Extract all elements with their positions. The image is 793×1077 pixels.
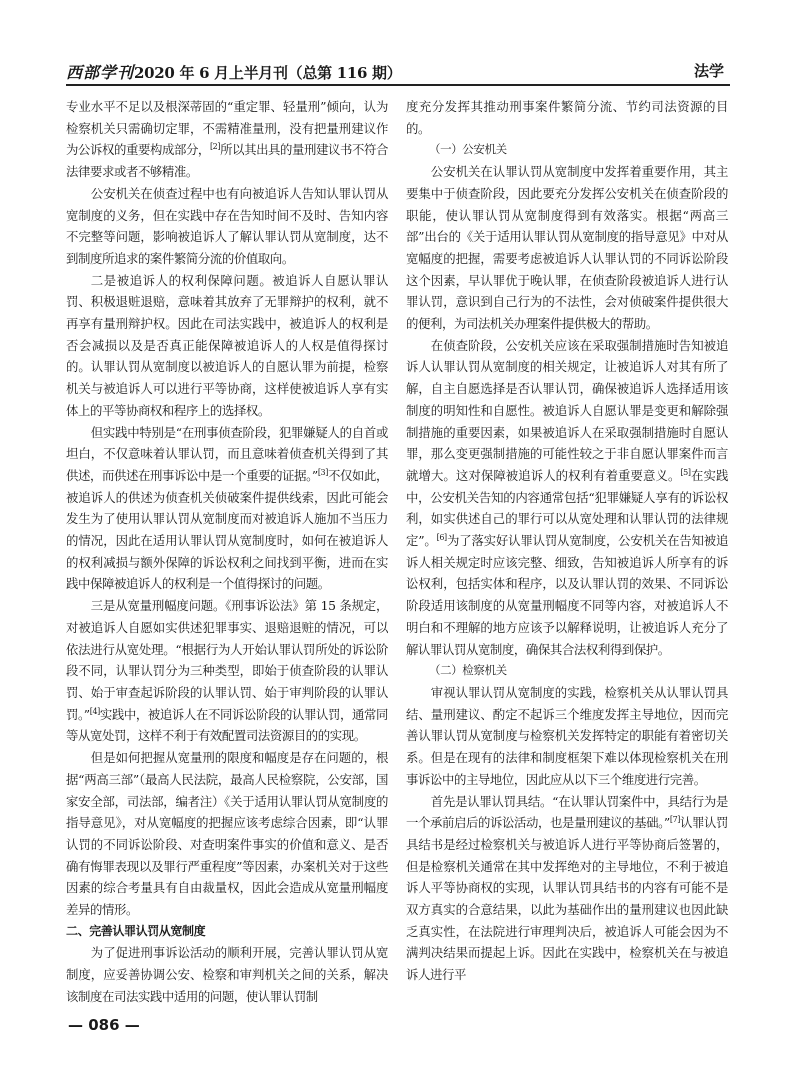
paragraph bbox=[406, 682, 728, 791]
text-run: 公安机关在认罪认罚从宽制度中发挥着重要作用，其主要集中于侦查阶段，因此要充分发挥公安机关在侦查阶段的职能，使认罪认罚从宽制度得到有效落实。根据“两高三部”出台的《关于适用认罪认罚从宽制度的指导意见》中对从宽幅度的把握，需要考虑被追诉人认罪认罚的不同诉讼阶段这个因素，早认罪优于晚认罪，在侦查阶段被追诉人进行认罪认罚，意识到自己行为的不法性，会对侦破案件提供很大的便利，为司法机关办理案件提供极大的帮助。 bbox=[406, 164, 728, 332]
subject-label: 法学 bbox=[693, 62, 724, 80]
citation-ref: [4] bbox=[89, 706, 100, 716]
text-run: 认罪认罚具结书是经过检察机关与被追诉人进行平等协商后签署的，但是检察机关通常在其中发挥绝对的主导地位，不利于被追诉人平等协商权的实现，认罪认罚具结书的内容有可能不是双方真实的合意结果，以此为基础作出的量刑建议也因此缺乏真实性，在法院进行审理判决后，被追诉人可能会因为不满判决结果而提起上诉。因此在实践中，检察机关在与被追诉人进行平 bbox=[406, 815, 729, 983]
paragraph bbox=[406, 96, 728, 139]
text-run: 二、完善认罪认罚从宽制度 bbox=[66, 923, 206, 938]
paragraph bbox=[66, 183, 388, 270]
page-header bbox=[66, 58, 730, 82]
paragraph bbox=[66, 595, 388, 747]
text-run: 审视认罪认罚从宽制度的实践，检察机关从认罪认罚具结、量刑建议、酌定不起诉三个维度发挥主导地位，因而完善认罪认罚从宽制度与检察机关发挥特定的职能有着密切关系。但是在现有的法律和制度框架下难以体现检察机关在刑事诉讼中的主导地位，因此应从以下三个维度进行完善。 bbox=[406, 684, 728, 787]
text-run: 但实践中特别是“在刑事侦查阶段，犯罪嫌疑人的自首或坦白，不仅意味着认罪认罚，而且意味着侦查机关得到了其供述，而供述在刑事诉讼中是一个重要的证据。” bbox=[66, 424, 388, 483]
journal-title: 西部学刊 bbox=[66, 63, 135, 82]
text-run: 为了落实好认罪认罚从宽制度，公安机关在告知被追诉人相关规定时应该完整、细致，告知被追诉人所享有的诉讼权利，包括实体和程序，以及认罪认罚的效果、不同诉讼阶段适用该制度的从宽量刑幅度不同等内容，对被追诉人不明白和不理解的地方应该予以解释说明，让被追诉人充分了解认罪认罚从宽制度，确保其合法权利得到保护。 bbox=[406, 533, 728, 657]
section-heading bbox=[406, 139, 728, 161]
text-run: 所以其出具的量刑建议书不符合法律要求或者不够精准。 bbox=[66, 142, 388, 180]
section-heading bbox=[66, 921, 388, 943]
citation-ref: [7] bbox=[669, 815, 680, 825]
text-run: 度充分发挥其推动刑事案件繁简分流、节约司法资源的目的。 bbox=[406, 99, 728, 136]
text-run: （一）公安机关 bbox=[429, 142, 507, 157]
text-run: 不仅如此，被追诉人的供述为侦查机关侦破案件提供线索，因此可能会发生为了使用认罪认罚从宽制度而对被追诉人施加不当压力的情况，因此在适用认罪认罚从宽制度时，如何在被追诉人的权利减损与额外保障的诉讼权利之间找到平衡，进而在实践中保障被追诉人的权利是一个值得探讨的问题。 bbox=[66, 467, 388, 592]
right-column bbox=[406, 96, 728, 986]
text-run: 在实践中，公安机关告知的内容通常包括“犯罪嫌疑人享有的诉讼权利，如实供述自己的罪行可以从宽处理和认罪认罚的法律规定”。 bbox=[406, 467, 728, 549]
paragraph bbox=[66, 96, 388, 183]
citation-ref: [2] bbox=[209, 142, 221, 152]
paragraph bbox=[66, 942, 388, 1007]
paragraph bbox=[66, 422, 388, 596]
paragraph bbox=[406, 791, 728, 986]
header-rule bbox=[66, 84, 730, 86]
citation-ref: [3] bbox=[317, 467, 328, 477]
paragraph bbox=[406, 161, 728, 335]
text-run: （二）检察机关 bbox=[429, 663, 507, 678]
paragraph bbox=[406, 335, 728, 661]
paragraph bbox=[66, 270, 388, 422]
left-column bbox=[66, 96, 388, 1008]
journal-header bbox=[66, 60, 401, 83]
text-run: 公安机关在侦查过程中也有向被追诉人告知认罪认罚从宽制度的义务，但在实践中存在告知时间不及时、告知内容不完整等问题，影响被追诉人了解认罪认罚从宽制度，达不到制度所追求的案件繁简分流的价值取向。 bbox=[66, 185, 388, 266]
paragraph bbox=[66, 747, 388, 921]
text-run: 专业水平不足以及根深蒂固的“重定罪、轻量刑”倾向，认为检察机关只需确切定罪，不需精准量刑，没有把量刑建议作为公诉权的重要构成部分， bbox=[66, 99, 388, 158]
text-run: 实践中，被追诉人在不同诉讼阶段的认罪认罚，通常同等从宽处罚，这样不利于有效配置司法资源目的的实现。 bbox=[66, 706, 388, 744]
text-run: 在侦查阶段，公安机关应该在采取强制措施时告知被追诉人认罪认罚从宽制度的相关规定，让被追诉人对其有所了解，自主自愿选择是否认罪认罚，确保被追诉人选择适用该制度的明知性和自愿性。被追诉人自愿认罪是变更和解除强制措施的重要因素，如果被追诉人在采取强制措施时自愿认罪，那么变更强制措施的可能性较之于非自愿认罪案件而言就增大。这对保障被追诉人的权利有着重要意义。 bbox=[406, 337, 728, 483]
issue-info: 2020 年 6 月上半月刊（总第 116 期） bbox=[134, 64, 402, 82]
citation-ref: [6] bbox=[436, 532, 447, 542]
text-run: 为了促进刑事诉讼活动的顺利开展，完善认罪认罚从宽制度，应妥善协调公安、检察和审判机关之间的关系，解决该制度在司法实践中适用的问题，使认罪认罚制 bbox=[66, 945, 388, 1004]
text-run: 但是如何把握从宽量刑的限度和幅度是存在问题的，根据“两高三部”（最高人民法院，最高人民检察院，公安部，国家安全部，司法部，编者注）《关于适用认罪认罚从宽制度的指导意见》，对从宽幅度的把握应该考虑综合因素，即“认罪认罚的不同诉讼阶段、对查明案件事实的价值和意义、是否确有悔罪表现以及罪行严重程度”等因素，办案机关对于这些因素的综合考量具有自由裁量权，因此会造成从宽量刑幅度差异的情形。 bbox=[66, 750, 388, 918]
section-heading bbox=[406, 660, 728, 682]
text-run: 三是从宽量刑幅度问题。《刑事诉讼法》第 15 条规定，对被追诉人自愿如实供述犯罪事实、退赔退赃的情况，可以依法进行从宽处理。“根据行为人开始认罪认罚所处的诉讼阶段不同，认罪认罚分为三种类型，即始于侦查阶段的认罪认罚、始于审查起诉阶段的认罪认罚、始于审判阶段的认罪认罚。” bbox=[66, 598, 388, 722]
text-run: 二是被追诉人的权利保障问题。被追诉人自愿认罪认罚、积极退赃退赔，意味着其放弃了无罪辩护的权利，就不再享有量刑辩护权。因此在司法实践中，被追诉人的权利是否会减损以及是否真正能保障被追诉人的人权是值得探讨的。认罪认罚从宽制度以被追诉人的自愿认罪为前提，检察机关与被追诉人可以进行平等协商，这样使被追诉人享有实体上的平等协商权和程序上的选择权。 bbox=[66, 272, 388, 418]
page-number: — 086 — bbox=[68, 1016, 140, 1034]
citation-ref: [5] bbox=[680, 467, 691, 477]
text-run: 首先是认罪认罚具结。“在认罪认罚案件中，具结行为是一个承前启后的诉讼活动，也是量刑建议的基础。” bbox=[406, 793, 728, 831]
